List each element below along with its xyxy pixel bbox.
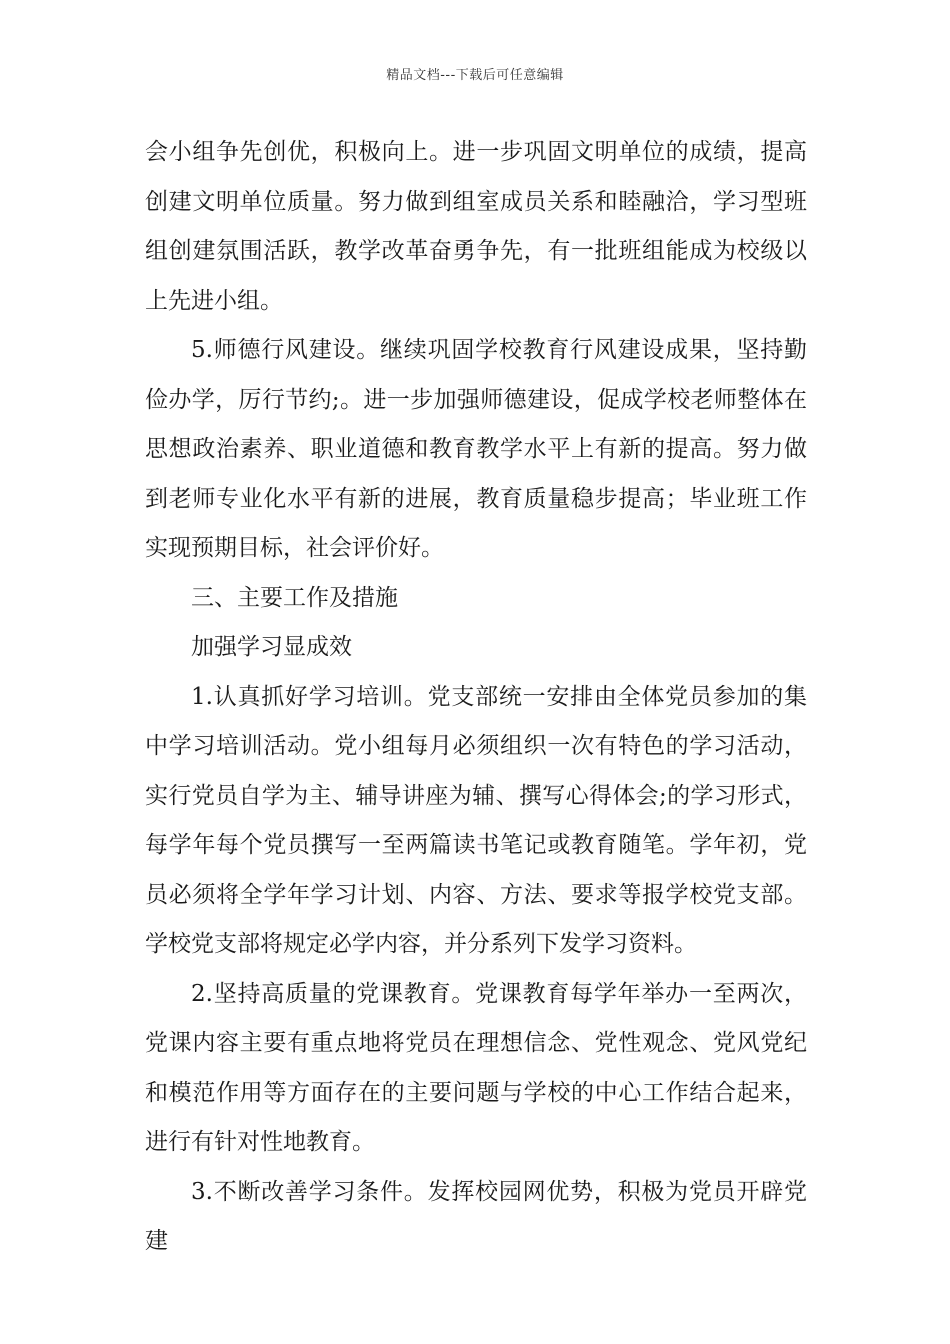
subsection-heading: 加强学习显成效	[191, 634, 352, 660]
paragraph-continuation: 会小组争先创优，积极向上。进一步巩固文明单位的成绩，提高创建文明单位质量。努力做到组室成员关系和睦融洽，学习型班组创建氛围活跃，教学改革奋勇争先，有一批班组能成为校级以上先进小组。	[145, 139, 807, 314]
page-header: 精品文档---下载后可任意编辑	[386, 68, 564, 83]
document-body	[145, 128, 807, 1267]
section-heading: 三、主要工作及措施	[191, 584, 398, 611]
paragraph-item-2: 2.坚持高质量的党课教育。党课教育每学年举办一至两次，党课内容主要有重点地将党员在理想信念、党性观念、党风党纪和模范作用等方面存在的主要问题与学校的中心工作结合起来，进行有针对性地教育。	[145, 980, 807, 1155]
paragraph-item-3: 3.不断改善学习条件。发挥校园网优势，积极为党员开辟党建	[145, 1178, 807, 1254]
paragraph-item-5: 5.师德行风建设。继续巩固学校教育行风建设成果，坚持勤俭办学，厉行节约;。进一步加强师德建设，促成学校老师整体在思想政治素养、职业道德和教育教学水平上有新的提高。努力做到老师专业化水平有新的进展，教育质量稳步提高；毕业班工作实现预期目标，社会评价好。	[145, 337, 807, 561]
paragraph-item-1: 1.认真抓好学习培训。党支部统一安排由全体党员参加的集中学习培训活动。党小组每月必须组织一次有特色的学习活动，实行党员自学为主、辅导讲座为辅、撰写心得体会;的学习形式，每学年每个党员撰写一至两篇读书笔记或教育随笔。学年初，党员必须将全学年学习计划、内容、方法、要求等报学校党支部。学校党支部将规定必学内容，并分系列下发学习资料。	[145, 683, 807, 957]
